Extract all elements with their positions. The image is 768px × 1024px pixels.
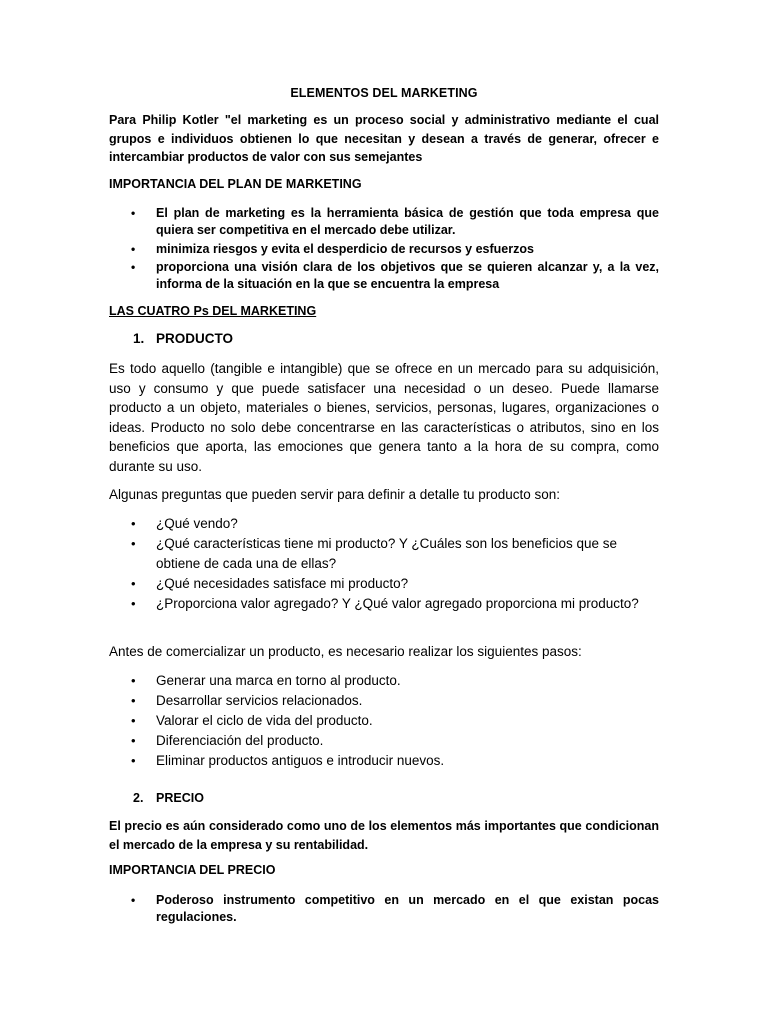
list-item: • Poderoso instrumento competitivo en un mercado en el que existan pocas regulaciones. — [131, 893, 659, 924]
importance-heading: IMPORTANCIA DEL PLAN DE MARKETING — [109, 177, 362, 191]
list-item: • proporciona una visión clara de los objetivos que se quieren alcanzar y, a la vez, informa de la situación en la que se encuentra la empresa — [131, 260, 659, 291]
bullet-icon: • — [131, 713, 136, 728]
list-item: • Valorar el ciclo de vida del producto. — [109, 711, 659, 731]
bullet-icon: • — [131, 733, 136, 748]
list-item: • minimiza riesgos y evita el desperdicio de recursos y esfuerzos — [131, 241, 534, 256]
list-item: • Eliminar productos antiguos e introducir nuevos. — [109, 751, 659, 771]
bullet-icon: • — [131, 260, 136, 274]
bullet-icon: • — [131, 241, 136, 256]
four-ps-heading: LAS CUATRO Ps DEL MARKETING — [109, 304, 317, 318]
list-item: • Desarrollar servicios relacionados. — [109, 691, 659, 711]
section-number: 2. — [133, 791, 144, 805]
bullet-icon: • — [131, 673, 136, 688]
precio-importance-list — [109, 892, 659, 928]
list-item: • ¿Qué necesidades satisface mi producto? — [109, 574, 659, 594]
section-producto-heading — [109, 331, 233, 346]
section-title: PRECIO — [156, 791, 204, 805]
list-item: • ¿Proporciona valor agregado? Y ¿Qué valor agregado proporciona mi producto? — [109, 594, 659, 614]
importance-list — [109, 205, 659, 295]
list-item: • ¿Qué vendo? — [109, 514, 659, 534]
bullet-icon: • — [131, 536, 136, 551]
bullet-icon: • — [131, 693, 136, 708]
steps-intro: Antes de comercializar un producto, es necesario realizar los siguientes pasos: — [109, 644, 582, 659]
questions-intro: Algunas preguntas que pueden servir para definir a detalle tu producto son: — [109, 487, 561, 502]
document-title: ELEMENTOS DEL MARKETING — [290, 86, 478, 100]
producto-paragraph: Es todo aquello (tangible e intangible) que se ofrece en un mercado para su adquisición, uso y consumo y que puede satisfacer una necesidad o un deseo. Puede llamarse producto a un objeto, materiales o bienes, servicios, personas, lugares, organizaciones o ideas. Producto no solo debe concentrarse en las características o atributos, sino en los beneficios que aporta, las emociones que genera tanto a la hora de su compra, como durante su uso. — [109, 361, 659, 474]
section-title: PRODUCTO — [156, 331, 234, 346]
list-item: • Generar una marca en torno al producto. — [109, 671, 659, 691]
steps-list — [109, 671, 659, 771]
bullet-icon: • — [131, 206, 136, 220]
bullet-icon: • — [131, 595, 136, 611]
precio-paragraph: El precio es aún considerado como uno de los elementos más importantes que condicionan el mercado de la empresa y su rentabilidad. — [109, 819, 659, 852]
section-precio-heading — [109, 791, 204, 805]
section-number: 1. — [133, 331, 145, 346]
bullet-icon: • — [131, 516, 136, 531]
intro-paragraph: Para Philip Kotler "el marketing es un proceso social y administrativo mediante el cual grupos e individuos obtienen lo que necesitan y desean a través de generar, ofrecer e intercambiar productos de valor con sus semejantes — [109, 113, 659, 164]
list-item: • Diferenciación del producto. — [109, 731, 659, 751]
questions-list — [109, 514, 659, 614]
bullet-icon: • — [131, 753, 136, 768]
precio-importance-heading: IMPORTANCIA DEL PRECIO — [109, 863, 276, 877]
bullet-icon: • — [131, 893, 136, 907]
list-item: • El plan de marketing es la herramienta básica de gestión que toda empresa que quiera ser competitiva en el mercado debe utilizar. — [131, 206, 659, 237]
list-item: • ¿Qué características tiene mi producto? Y ¿Cuáles son los beneficios que se obtiene de cada una de ellas? — [131, 536, 617, 571]
bullet-icon: • — [131, 575, 136, 591]
